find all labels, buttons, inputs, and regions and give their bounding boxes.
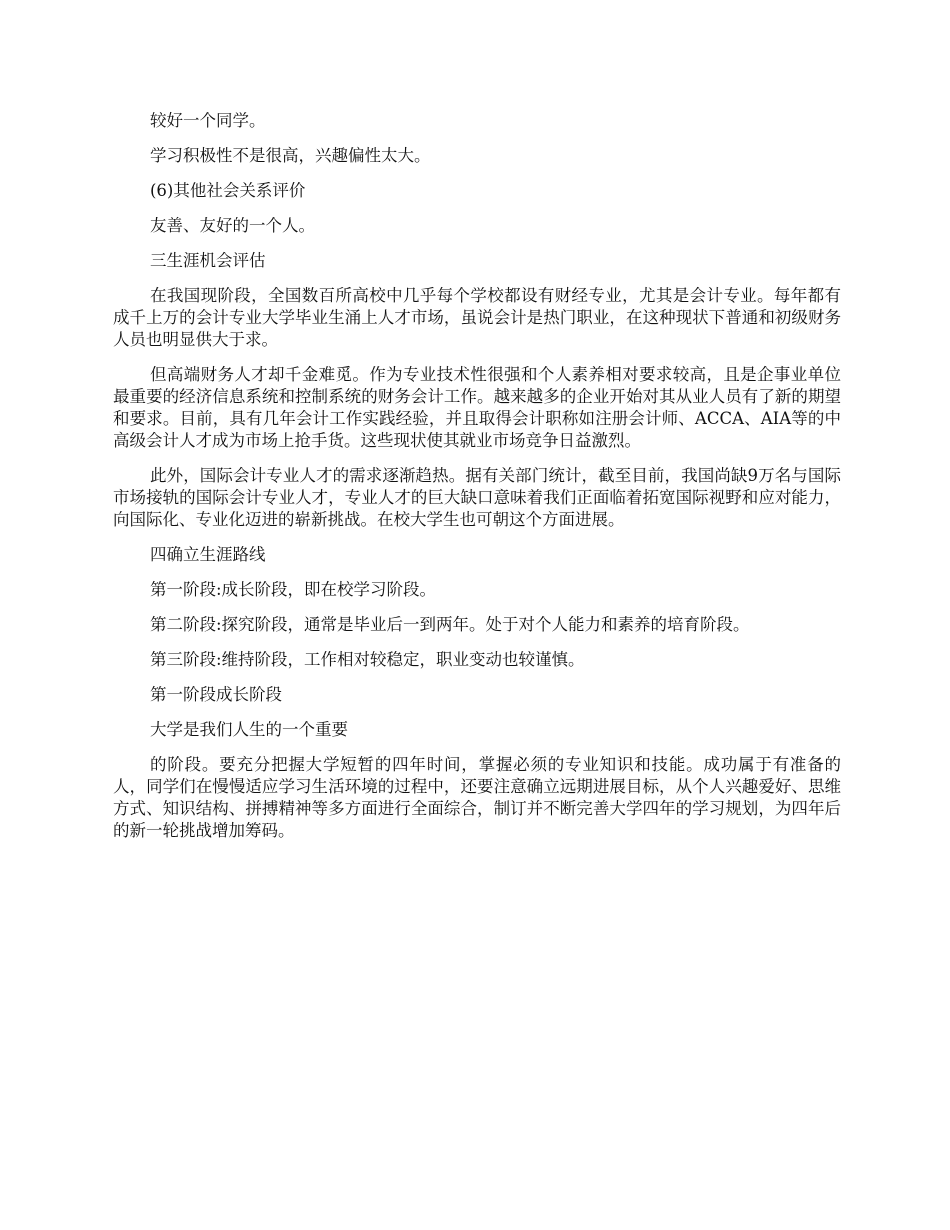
paragraph-6: 在我国现阶段，全国数百所高校中几乎每个学校都设有财经专业，尤其是会计专业。每年都有成千上万的会计专业大学毕业生涌上人才市场，虽说会计是热门职业，在这种现状下普通和初级财务人员也明显供大于求。 xyxy=(113,286,841,349)
section-heading-other-relations: (6)其他社会关系评价 xyxy=(150,181,306,200)
section-heading-growth-stage: 第一阶段成长阶段 xyxy=(150,685,282,704)
paragraph-2: 学习积极性不是很高，兴趣偏性太大。 xyxy=(150,146,431,165)
paragraph-8: 此外，国际会计专业人才的需求逐渐趋热。据有关部门统计，截至目前，我国尚缺9万名与国际市场接轨的国际会计专业人才，专业人才的巨大缺口意味着我们正面临着拓宽国际视野和应对能力，向国际化、专业化迈进的崭新挑战。在校大学生也可朝这个方面进展。 xyxy=(113,466,841,529)
paragraph-15: 的阶段。要充分把握大学短暂的四年时间，掌握必须的专业知识和技能。成功属于有准备的人，同学们在慢慢适应学习生活环境的过程中，还要注意确立远期进展目标，从个人兴趣爱好、思维方式、知识结构、拼搏精神等多方面进行全面综合，制订并不断完善大学四年的学习规划，为四年后的新一轮挑战增加筹码。 xyxy=(113,755,841,840)
section-heading-career-route: 四确立生涯路线 xyxy=(150,545,266,564)
stage-two-item: 第二阶段:探究阶段，通常是毕业后一到两年。处于对个人能力和素养的培育阶段。 xyxy=(150,615,750,634)
stage-one-item: 第一阶段:成长阶段，即在校学习阶段。 xyxy=(150,580,437,599)
paragraph-1: 较好一个同学。 xyxy=(150,111,266,130)
paragraph-4: 友善、友好的一个人。 xyxy=(150,216,315,235)
paragraph-7: 但高端财务人才却千金难觅。作为专业技术性很强和个人素养相对要求较高，且是企事业单位最重要的经济信息系统和控制系统的财务会计工作。越来越多的企业开始对其从业人员有了新的期望和要求。目前，具有几年会计工作实践经验，并且取得会计职称如注册会计师、ACCA、AIA等的中高级会计人才成为市场上抢手货。这些现状使其就业市场竞争日益激烈。 xyxy=(113,365,841,450)
paragraph-14: 大学是我们人生的一个重要 xyxy=(150,720,348,739)
stage-three-item: 第三阶段:维持阶段，工作相对较稳定，职业变动也较谨慎。 xyxy=(150,650,585,669)
section-heading-career-opportunity: 三生涯机会评估 xyxy=(150,251,266,270)
document-body xyxy=(113,110,841,855)
